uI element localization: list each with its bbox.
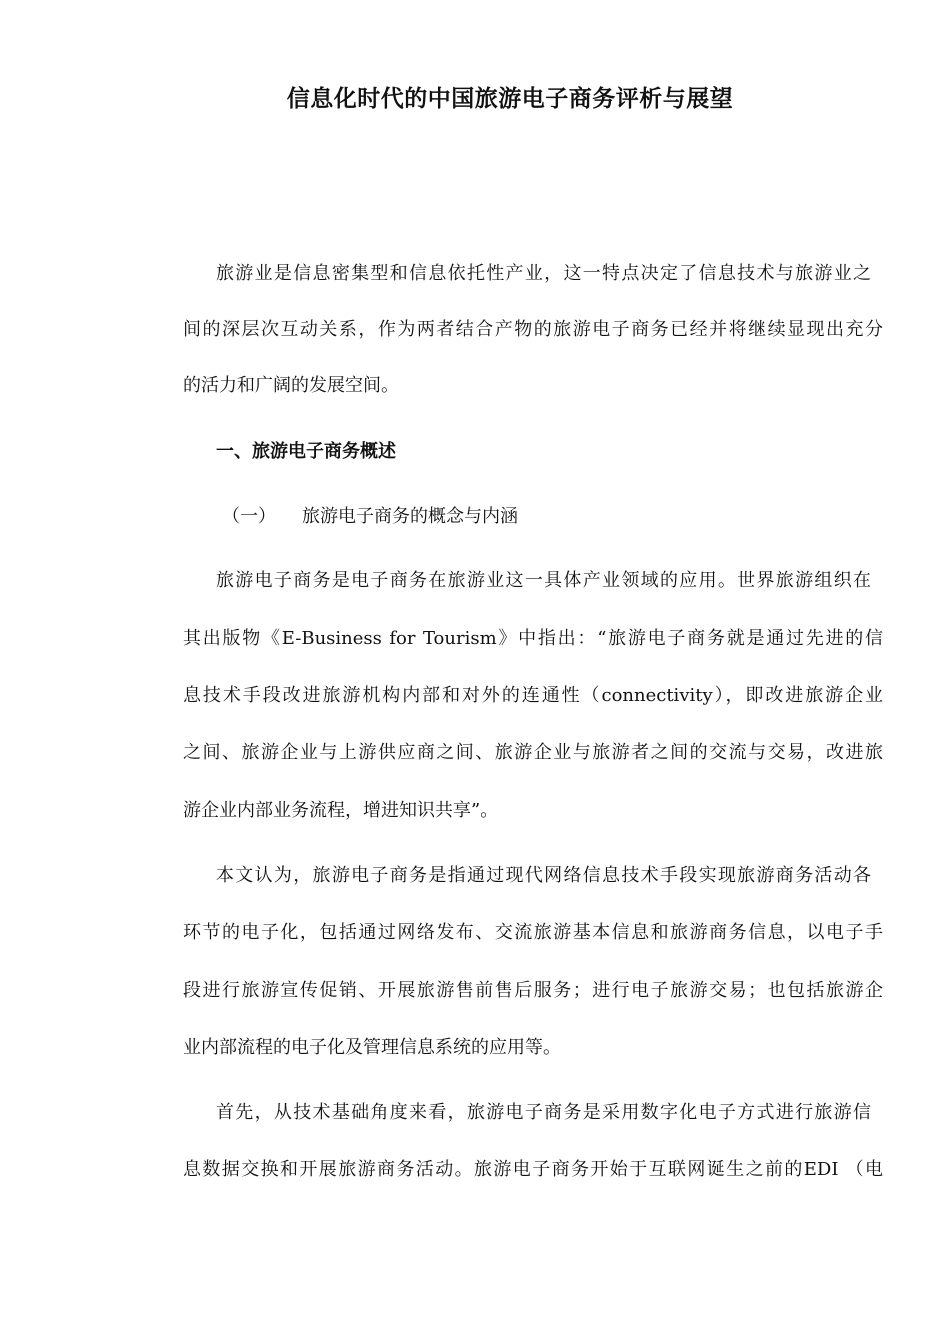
para2-line-4: 业内部流程的电子化及管理信息系统的应用等。 [183, 1037, 561, 1058]
document-title: 信息化时代的中国旅游电子商务评析与展望 [286, 86, 734, 112]
para3-line-2: 息数据交换和开展旅游商务活动。旅游电子商务开始于互联网诞生之前的EDI （电 [183, 1159, 883, 1180]
para1-line-1: 旅游电子商务是电子商务在旅游业这一具体产业领域的应用。世界旅游组织在 [216, 570, 871, 591]
subsection-number: （一） [222, 506, 276, 527]
intro-line-3: 的活力和广阔的发展空间。 [183, 375, 399, 396]
para2-line-1: 本文认为，旅游电子商务是指通过现代网络信息技术手段实现旅游商务活动各 [216, 865, 871, 886]
subsection-title: 旅游电子商务的概念与内涵 [302, 506, 518, 527]
para1-line-4: 之间、旅游企业与上游供应商之间、旅游企业与旅游者之间的交流与交易，改进旅 [183, 742, 883, 763]
intro-line-1: 旅游业是信息密集型和信息依托性产业，这一特点决定了信息技术与旅游业之 [216, 263, 871, 284]
para1-line-5: 游企业内部业务流程，增进知识共享”。 [183, 800, 499, 821]
para1-line-3: 息技术手段改进旅游机构内部和对外的连通性（connectivity），即改进旅游企业 [183, 685, 883, 706]
intro-line-2: 间的深层次互动关系，作为两者结合产物的旅游电子商务已经并将继续显现出充分 [183, 319, 883, 340]
para3-line-1: 首先，从技术基础角度来看，旅游电子商务是采用数字化电子方式进行旅游信 [216, 1102, 871, 1123]
para2-line-2: 环节的电子化，包括通过网络发布、交流旅游基本信息和旅游商务信息，以电子手 [183, 922, 883, 943]
para2-line-3: 段进行旅游宣传促销、开展旅游售前售后服务；进行电子旅游交易；也包括旅游企 [183, 980, 883, 1001]
section-heading: 一、旅游电子商务概述 [216, 441, 396, 462]
para1-line-2: 其出版物《E-Business for Tourism》中指出：“旅游电子商务就是通过先进的信 [183, 628, 883, 649]
